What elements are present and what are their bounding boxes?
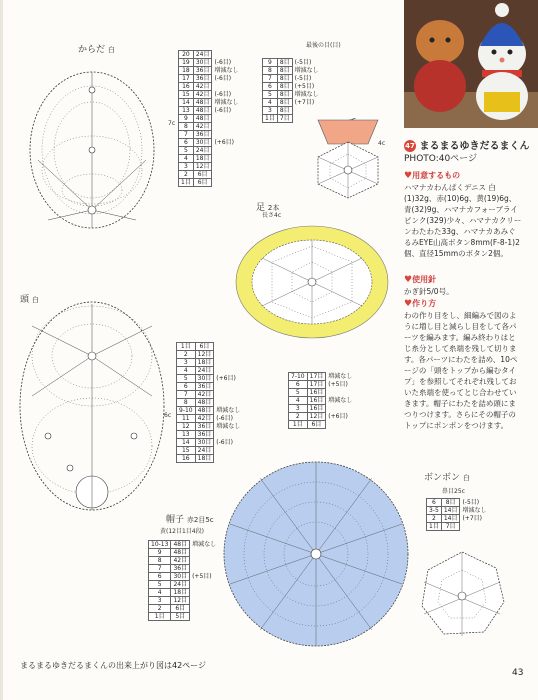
round-number: 3 <box>179 163 194 171</box>
table-row <box>179 83 241 91</box>
table-row <box>179 179 241 187</box>
round-number: 1目 <box>427 523 442 531</box>
table-row <box>179 67 241 75</box>
round-number: 8 <box>149 557 171 565</box>
round-number: 14 <box>179 99 194 107</box>
stitch-count: 24目 <box>195 447 214 455</box>
stitch-count: 42目 <box>193 123 212 131</box>
increase-note: 増減なし <box>214 67 239 74</box>
stitch-count: 42目 <box>195 391 214 399</box>
round-number: 5 <box>289 389 308 397</box>
round-number: 3 <box>263 107 278 115</box>
table-row <box>179 99 241 107</box>
round-number: 8 <box>179 123 194 131</box>
round-number: 6 <box>289 381 308 389</box>
round-number: 2 <box>149 605 171 613</box>
round-number: 19 <box>179 59 194 67</box>
increase-note: (-6目) <box>214 91 232 98</box>
round-number: 4 <box>177 367 196 375</box>
increase-note: 増減なし <box>294 91 319 98</box>
table-row <box>149 541 219 549</box>
round-number: 9-10 <box>177 407 196 415</box>
increase-note: (-5目) <box>462 499 480 506</box>
round-number: 7 <box>177 391 196 399</box>
pompon-diagram <box>412 546 512 646</box>
stitch-count: 48目 <box>195 407 214 415</box>
increase-note: (+7目) <box>294 99 315 106</box>
round-number: 1目 <box>149 613 171 621</box>
table-row <box>427 499 489 507</box>
round-number: 2 <box>177 351 196 359</box>
table-row <box>177 399 243 407</box>
round-number: 16 <box>179 83 194 91</box>
table-row <box>177 367 243 375</box>
table-row <box>179 139 241 147</box>
round-number: 1目 <box>179 179 194 187</box>
increase-note <box>190 565 219 573</box>
stitch-count: 16目 <box>307 389 326 397</box>
increase-note <box>460 523 489 531</box>
table-row <box>149 581 219 589</box>
increase-note <box>214 391 243 399</box>
stitch-count: 12目 <box>195 351 214 359</box>
materials-text: ハマナカわんぱくデニス 白(1)32g、赤(10)6g、黄(19)6g、青(32)9g、ハマナカフォーブライ ピンク(329)少々、ハマナカクリーンわたわた33g、ハマナカあみぐるみEYE山高ボタン8mm(F-8-1)2個、直径15mmのボタン2個。 <box>404 183 522 258</box>
product-photo <box>404 0 538 128</box>
increase-note: (-6目) <box>216 439 233 446</box>
table-row <box>179 155 241 163</box>
table-row <box>149 565 219 573</box>
stitch-count: 12目 <box>307 413 326 421</box>
increase-note <box>212 179 241 187</box>
increase-note <box>214 399 243 407</box>
table-row <box>177 351 243 359</box>
stitch-count: 12目 <box>193 163 212 171</box>
head-table <box>176 342 243 463</box>
increase-note <box>190 549 219 557</box>
table-row <box>177 431 243 439</box>
stitch-count: 7目 <box>441 523 460 531</box>
table-row <box>177 415 243 423</box>
table-row <box>289 373 355 381</box>
round-number: 3-5 <box>427 507 442 515</box>
heart-icon: ♥ <box>404 299 413 309</box>
round-number: 1目 <box>177 343 196 351</box>
stitch-count: 48目 <box>171 541 190 549</box>
round-number: 6 <box>149 573 171 581</box>
increase-note <box>212 83 241 91</box>
increase-note <box>214 431 243 439</box>
stitch-count: 24目 <box>195 367 214 375</box>
stitch-count: 7目 <box>277 115 292 123</box>
increase-note <box>214 351 243 359</box>
increase-note <box>214 367 243 375</box>
increase-note: (-6目) <box>214 107 232 114</box>
round-number: 4 <box>289 397 308 405</box>
round-number: 3 <box>289 405 308 413</box>
round-number: 5 <box>263 91 278 99</box>
table-row <box>289 397 355 405</box>
increase-note <box>190 605 219 613</box>
increase-note: (-6目) <box>214 59 232 66</box>
round-number: 2 <box>427 515 442 523</box>
increase-note <box>212 147 241 155</box>
table-row <box>177 391 243 399</box>
table-row <box>149 573 219 581</box>
round-number: 4 <box>149 589 171 597</box>
footer-note: まるまるゆきだるまくんの出来上がり図は42ページ <box>20 661 207 670</box>
table-row <box>179 51 241 59</box>
stitch-count: 6目 <box>171 605 190 613</box>
increase-note <box>212 131 241 139</box>
table-row <box>289 405 355 413</box>
table-row <box>263 91 322 99</box>
increase-note <box>326 421 355 429</box>
hand-diagram <box>298 112 398 202</box>
stitch-count: 42目 <box>193 83 212 91</box>
table-row <box>177 383 243 391</box>
round-number: 4 <box>263 99 278 107</box>
stitch-count: 8目 <box>441 499 460 507</box>
stitch-count: 8目 <box>277 59 292 67</box>
table-row <box>427 523 489 531</box>
stitch-count: 48目 <box>193 107 212 115</box>
increase-note: (+6目) <box>214 139 234 146</box>
stitch-count: 42目 <box>193 91 212 99</box>
increase-note: (+6目) <box>328 413 348 420</box>
stitch-count: 24目 <box>193 147 212 155</box>
round-number: 14 <box>177 439 196 447</box>
round-number: 5 <box>149 581 171 589</box>
round-number: 17 <box>179 75 194 83</box>
round-number: 4 <box>179 155 194 163</box>
table-row <box>177 343 243 351</box>
increase-note: 増減なし <box>462 507 487 514</box>
head-height-label: 6c <box>164 412 172 419</box>
hat-label: 帽子 赤2目5c <box>166 515 214 525</box>
increase-note: (-5目) <box>294 59 312 66</box>
table-row <box>179 163 241 171</box>
stitch-count: 6目 <box>193 179 212 187</box>
stitch-count: 16目 <box>307 397 326 405</box>
method-heading: ♥作り方 <box>404 299 437 309</box>
table-row <box>263 67 322 75</box>
stitch-count: 8目 <box>277 107 292 115</box>
stitch-count: 48目 <box>195 399 214 407</box>
table-row <box>263 75 322 83</box>
round-number: 1目 <box>289 421 308 429</box>
round-number: 9 <box>179 115 194 123</box>
round-number: 15 <box>177 447 196 455</box>
round-number: 6 <box>177 383 196 391</box>
pompon-note: 鼻目25c <box>442 488 465 495</box>
foot-diagram <box>232 222 392 342</box>
increase-note <box>326 389 355 397</box>
round-number: 7-10 <box>289 373 308 381</box>
head-diagram <box>14 296 182 516</box>
increase-note <box>212 51 241 59</box>
head-label: 頭 白 <box>20 295 39 305</box>
hat-table <box>148 540 219 621</box>
table-row <box>179 131 241 139</box>
increase-note <box>326 405 355 413</box>
increase-note: 増減なし <box>216 423 241 430</box>
increase-note: (+5目) <box>328 381 348 388</box>
round-number: 9 <box>263 59 278 67</box>
photo-reference: PHOTO:40ページ <box>404 154 478 164</box>
stitch-count: 8目 <box>277 91 292 99</box>
stitch-count: 16目 <box>307 405 326 413</box>
table-row <box>177 447 243 455</box>
increase-note: (+6目) <box>216 375 236 382</box>
table-row <box>179 115 241 123</box>
table-row <box>177 423 243 431</box>
stitch-count: 36目 <box>195 431 214 439</box>
stitch-count: 48目 <box>193 99 212 107</box>
hat-note: 黄(12目1目4段) <box>160 528 204 535</box>
needle-heading: ♥使用針 <box>404 275 437 285</box>
stitch-count: 6目 <box>307 421 326 429</box>
increase-note: 増減なし <box>328 397 353 404</box>
stitch-count: 5目 <box>171 613 190 621</box>
round-number: 3 <box>177 359 196 367</box>
round-number: 1目 <box>263 115 278 123</box>
increase-note <box>214 447 243 455</box>
stitch-count: 17目 <box>307 381 326 389</box>
increase-note <box>190 557 219 565</box>
round-number: 11 <box>177 415 196 423</box>
increase-note: (-6目) <box>214 75 232 82</box>
table-row <box>179 147 241 155</box>
round-number: 20 <box>179 51 194 59</box>
stitch-count: 36目 <box>195 423 214 431</box>
stitch-count: 8目 <box>277 67 292 75</box>
table-row <box>289 413 355 421</box>
round-number: 13 <box>177 431 196 439</box>
round-number: 13 <box>179 107 194 115</box>
hand-size-label: 4c <box>378 140 386 147</box>
table-row <box>289 381 355 389</box>
page-number: 43 <box>512 668 524 678</box>
stitch-count: 30目 <box>171 573 190 581</box>
stitch-count: 8目 <box>277 83 292 91</box>
round-number: 2 <box>179 171 194 179</box>
increase-note <box>212 123 241 131</box>
materials-heading: ♥用意するもの <box>404 171 461 181</box>
increase-note <box>190 613 219 621</box>
round-number: 8 <box>263 67 278 75</box>
foot-label: 足 2本 <box>256 203 280 213</box>
increase-note: (+5目) <box>294 83 315 90</box>
increase-note <box>212 171 241 179</box>
pompon-label: ボンボン 白 <box>424 473 470 483</box>
table-row <box>179 75 241 83</box>
body-height-label: 7c <box>168 120 176 127</box>
round-number: 16 <box>177 455 196 463</box>
increase-note <box>212 163 241 171</box>
table-row <box>427 507 489 515</box>
round-number: 2 <box>289 413 308 421</box>
table-row <box>149 557 219 565</box>
heart-icon: ♥ <box>404 171 413 181</box>
table-row <box>177 375 243 383</box>
stitch-count: 30目 <box>195 439 214 447</box>
round-number: 6 <box>263 83 278 91</box>
stitch-count: 12目 <box>171 597 190 605</box>
round-number: 8 <box>177 399 196 407</box>
foot-table <box>288 372 355 429</box>
table-row <box>289 421 355 429</box>
stitch-count: 17目 <box>307 373 326 381</box>
stitch-count: 14目 <box>441 515 460 523</box>
increase-note: 増減なし <box>192 541 217 548</box>
increase-note <box>212 115 241 123</box>
stitch-count: 30目 <box>195 375 214 383</box>
stitch-count: 24目 <box>171 581 190 589</box>
body-label: からだ 白 <box>78 45 115 55</box>
round-number: 12 <box>177 423 196 431</box>
table-row <box>177 359 243 367</box>
stitch-count: 36目 <box>193 75 212 83</box>
pattern-number-badge: 47 <box>405 142 415 150</box>
round-number: 6 <box>427 499 442 507</box>
increase-note <box>214 359 243 367</box>
hat-diagram <box>220 458 410 652</box>
round-number: 18 <box>179 67 194 75</box>
stitch-count: 24目 <box>193 51 212 59</box>
foot-length: 長さ4c <box>262 212 282 219</box>
stitch-count: 18目 <box>171 589 190 597</box>
stitch-count: 48目 <box>193 115 212 123</box>
increase-note <box>190 581 219 589</box>
increase-note: 増減なし <box>294 67 319 74</box>
stitch-count: 6目 <box>193 171 212 179</box>
table-row <box>149 549 219 557</box>
increase-note <box>190 597 219 605</box>
increase-note <box>212 155 241 163</box>
table-row <box>149 613 219 621</box>
snowman-figures-image <box>404 0 538 128</box>
increase-note: (+7目) <box>462 515 482 522</box>
body-table <box>178 50 241 187</box>
stitch-count: 36目 <box>193 67 212 75</box>
table-row <box>427 515 489 523</box>
stitch-count: 42目 <box>195 415 214 423</box>
stitch-count: 30目 <box>193 59 212 67</box>
stitch-count: 8目 <box>277 99 292 107</box>
stitch-count: 30目 <box>193 139 212 147</box>
round-number: 7 <box>149 565 171 573</box>
stitch-count: 18目 <box>195 359 214 367</box>
increase-note: (-6目) <box>216 415 233 422</box>
table-row <box>149 605 219 613</box>
stitch-count: 8目 <box>277 75 292 83</box>
table-row <box>289 389 355 397</box>
stitch-count: 18目 <box>195 455 214 463</box>
body-diagram <box>18 50 178 230</box>
round-number: 10-13 <box>149 541 171 549</box>
table-row <box>177 439 243 447</box>
table-row <box>149 589 219 597</box>
table-row <box>149 597 219 605</box>
increase-note: 増減なし <box>216 407 241 414</box>
round-number: 15 <box>179 91 194 99</box>
increase-note <box>214 383 243 391</box>
table-row <box>179 59 241 67</box>
table-row <box>263 83 322 91</box>
stitch-count: 48目 <box>171 549 190 557</box>
table-row <box>263 99 322 107</box>
heart-icon: ♥ <box>404 275 413 285</box>
table-row <box>177 407 243 415</box>
round-number: 7 <box>179 131 194 139</box>
increase-note: 増減なし <box>328 373 353 380</box>
hand-note: 最後の目(目) <box>306 42 341 49</box>
stitch-count: 6目 <box>195 343 214 351</box>
pattern-title: 47 まるまるゆきだるまくん <box>405 141 530 152</box>
round-number: 5 <box>179 147 194 155</box>
increase-note: (+5目) <box>192 573 212 580</box>
table-row <box>179 107 241 115</box>
stitch-count: 36目 <box>193 131 212 139</box>
stitch-count: 36目 <box>171 565 190 573</box>
round-number: 5 <box>177 375 196 383</box>
table-row <box>179 123 241 131</box>
increase-note <box>190 589 219 597</box>
increase-note <box>214 343 243 351</box>
table-row <box>263 59 322 67</box>
stitch-count: 42目 <box>171 557 190 565</box>
needle-text: かぎ針5/0号。 <box>404 287 454 296</box>
method-text: わの作り目をし、細編みで図のように増し目と減らし目をして各パーツを編みます。編み終わりはとじ糸分として糸端を残して切ります。各パーツにわたを詰め、10ページの「頭をトップから編むタイプ」を参照してそれぞれ残しておいた糸端を使ってとじ合わせていきます。帽子にわたを詰め頭にまつりつけます。さらにその帽子のトップにポンポンをつけます。 <box>404 311 518 430</box>
round-number: 3 <box>149 597 171 605</box>
table-row <box>179 171 241 179</box>
round-number: 6 <box>179 139 194 147</box>
stitch-count: 36目 <box>195 383 214 391</box>
pompon-table <box>426 498 489 531</box>
round-number: 9 <box>149 549 171 557</box>
increase-note: (-5目) <box>294 75 312 82</box>
table-row <box>179 91 241 99</box>
stitch-count: 14目 <box>441 507 460 515</box>
increase-note: 増減なし <box>214 99 239 106</box>
stitch-count: 18目 <box>193 155 212 163</box>
round-number: 7 <box>263 75 278 83</box>
